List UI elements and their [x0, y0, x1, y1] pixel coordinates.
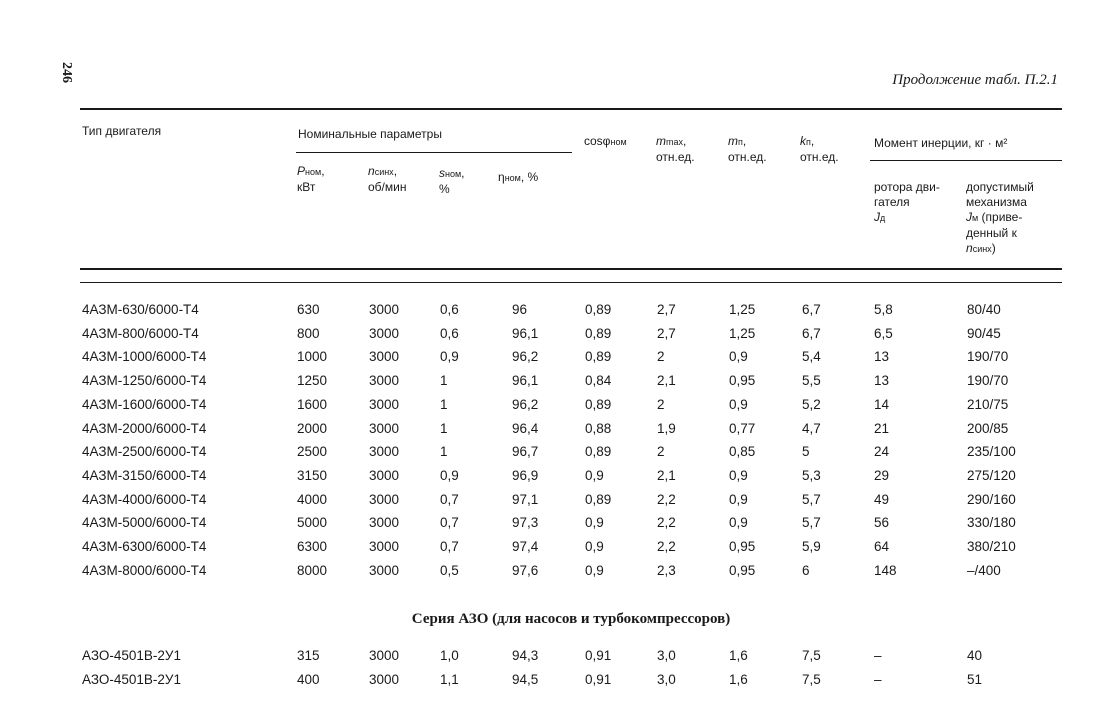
cell-cos-nom: 0,9	[585, 562, 604, 578]
cell-p-nom: 4000	[297, 491, 328, 507]
cell-p-nom: 2000	[297, 420, 328, 436]
cell-eta-nom: 94,5	[512, 672, 539, 687]
cell-m-max: 2,1	[657, 467, 676, 483]
cell-n-sync: 3000	[369, 349, 400, 365]
cell-m-p: 0,95	[729, 373, 756, 389]
cell-m-p: 0,9	[729, 491, 748, 507]
cell-rotor-inertia: 6,5	[874, 325, 893, 341]
cell-m-max: 2	[657, 349, 665, 365]
cell-motor-type: 4АЗМ-630/6000-Т4	[82, 302, 199, 317]
cell-p-nom: 2500	[297, 444, 328, 460]
table-continuation-caption: Продолжение табл. П.2.1	[892, 72, 1058, 88]
cell-n-sync: 3000	[369, 491, 400, 507]
cell-p-nom: 5000	[297, 515, 328, 531]
cell-m-p: 0,9	[729, 515, 748, 531]
cell-m-p: 1,25	[729, 302, 756, 317]
cell-k-p: 6,7	[802, 325, 821, 341]
cell-motor-type: АЗО-4501В-2У1	[82, 648, 181, 663]
cell-p-nom: 630	[297, 302, 320, 317]
cell-m-max: 2,2	[657, 539, 676, 554]
cell-mech-inertia: 80/40	[967, 302, 1001, 317]
cell-mech-inertia: 190/70	[967, 349, 1009, 365]
cell-m-max: 2,1	[657, 373, 676, 389]
cell-p-nom: 315	[297, 648, 320, 663]
cell-mech-inertia: 380/210	[967, 539, 1016, 554]
cell-rotor-inertia: 21	[874, 420, 890, 436]
cell-rotor-inertia: 64	[874, 539, 890, 554]
cell-m-p: 1,25	[729, 325, 756, 341]
cell-m-max: 2	[657, 444, 665, 460]
header-m-max: mmax, отн.ед.	[656, 134, 695, 164]
cell-motor-type: 4АЗМ-4000/6000-Т4	[82, 491, 207, 507]
cell-k-p: 6,7	[802, 302, 821, 317]
header-mechanism-inertia: допустимый механизма Jм (приве- денный к nсинх)	[966, 180, 1034, 255]
cell-rotor-inertia: 14	[874, 396, 890, 412]
cell-eta-nom: 96,4	[512, 420, 539, 436]
cell-n-sync: 3000	[369, 467, 400, 483]
cell-eta-nom: 96,2	[512, 349, 539, 365]
cell-rotor-inertia: 148	[874, 562, 897, 578]
cell-eta-nom: 96,7	[512, 444, 539, 460]
cell-cos-nom: 0,89	[585, 444, 612, 460]
header-n-sync: nсинх, об/мин	[368, 164, 407, 194]
cell-m-max: 3,0	[657, 672, 676, 687]
cell-s-nom: 0,9	[440, 467, 459, 483]
cell-m-max: 3,0	[657, 648, 676, 663]
cell-eta-nom: 96	[512, 302, 528, 317]
cell-s-nom: 1	[440, 444, 448, 460]
cell-m-p: 0,95	[729, 562, 756, 578]
cell-m-max: 2,3	[657, 562, 676, 578]
cell-eta-nom: 94,3	[512, 648, 539, 663]
cell-motor-type: АЗО-4501В-2У1	[82, 672, 181, 687]
cell-k-p: 6	[802, 562, 810, 578]
cell-eta-nom: 97,6	[512, 562, 539, 578]
header-rotor-inertia: ротора дви- гателя Jд	[874, 180, 940, 224]
cell-mech-inertia: 290/160	[967, 491, 1016, 507]
cell-rotor-inertia: –	[874, 648, 882, 663]
cell-mech-inertia: 200/85	[967, 420, 1009, 436]
cell-s-nom: 0,6	[440, 325, 459, 341]
cell-cos-nom: 0,9	[585, 539, 604, 554]
cell-k-p: 4,7	[802, 420, 821, 436]
cell-n-sync: 3000	[369, 396, 400, 412]
cell-n-sync: 3000	[369, 420, 400, 436]
cell-k-p: 7,5	[802, 672, 821, 687]
cell-rotor-inertia: 13	[874, 373, 890, 389]
cell-eta-nom: 96,1	[512, 325, 539, 341]
cell-mech-inertia: –/400	[967, 562, 1001, 578]
nominal-underline	[296, 152, 572, 153]
cell-mech-inertia: 235/100	[967, 444, 1016, 460]
cell-p-nom: 3150	[297, 467, 328, 483]
cell-rotor-inertia: 49	[874, 491, 890, 507]
table-top-rule	[80, 108, 1062, 110]
cell-m-p: 0,85	[729, 444, 756, 460]
header-eta-nom: ηном, %	[498, 170, 539, 184]
cell-k-p: 5,5	[802, 373, 821, 389]
cell-mech-inertia: 330/180	[967, 515, 1016, 531]
header-cos-nom: cosφном	[584, 134, 627, 148]
cell-cos-nom: 0,89	[585, 349, 612, 365]
cell-mech-inertia: 275/120	[967, 467, 1016, 483]
cell-cos-nom: 0,89	[585, 491, 612, 507]
cell-mech-inertia: 40	[967, 648, 983, 663]
cell-m-p: 1,6	[729, 672, 748, 687]
cell-m-p: 0,9	[729, 396, 748, 412]
cell-cos-nom: 0,89	[585, 396, 612, 412]
body-top-rule	[80, 282, 1062, 283]
cell-cos-nom: 0,9	[585, 515, 604, 531]
cell-rotor-inertia: 13	[874, 349, 890, 365]
cell-k-p: 5,9	[802, 539, 821, 554]
cell-cos-nom: 0,9	[585, 467, 604, 483]
cell-k-p: 5,2	[802, 396, 821, 412]
cell-n-sync: 3000	[369, 562, 400, 578]
cell-m-p: 0,77	[729, 420, 756, 436]
cell-k-p: 5,7	[802, 491, 821, 507]
cell-mech-inertia: 190/70	[967, 373, 1009, 389]
cell-s-nom: 1	[440, 373, 448, 389]
cell-n-sync: 3000	[369, 325, 400, 341]
series-title: Серия АЗО (для насосов и турбокомпрессоров)	[411, 611, 731, 627]
cell-motor-type: 4АЗМ-1000/6000-Т4	[82, 349, 207, 365]
cell-s-nom: 0,5	[440, 562, 459, 578]
cell-mech-inertia: 51	[967, 672, 983, 687]
cell-n-sync: 3000	[369, 672, 400, 687]
cell-m-max: 2,7	[657, 302, 676, 317]
cell-motor-type: 4АЗМ-2000/6000-Т4	[82, 420, 207, 436]
cell-cos-nom: 0,91	[585, 672, 612, 687]
cell-n-sync: 3000	[369, 373, 400, 389]
cell-motor-type: 4АЗМ-3150/6000-Т4	[82, 467, 207, 483]
cell-rotor-inertia: –	[874, 672, 882, 687]
header-motor-type: Тип двигателя	[82, 124, 162, 138]
cell-m-p: 0,9	[729, 349, 748, 365]
cell-cos-nom: 0,88	[585, 420, 612, 436]
header-m-p: mп, отн.ед.	[728, 134, 767, 164]
header-bottom-rule	[80, 268, 1062, 270]
cell-k-p: 5,7	[802, 515, 821, 531]
cell-s-nom: 1,0	[440, 648, 459, 663]
inertia-underline	[870, 160, 1062, 161]
cell-s-nom: 0,9	[440, 349, 459, 365]
cell-motor-type: 4АЗМ-1600/6000-Т4	[82, 396, 207, 412]
cell-n-sync: 3000	[369, 648, 400, 663]
cell-eta-nom: 97,1	[512, 491, 539, 507]
cell-eta-nom: 97,3	[512, 515, 539, 531]
cell-rotor-inertia: 5,8	[874, 302, 893, 317]
cell-eta-nom: 96,1	[512, 373, 539, 389]
cell-p-nom: 6300	[297, 539, 328, 554]
cell-eta-nom: 96,2	[512, 396, 539, 412]
cell-n-sync: 3000	[369, 515, 400, 531]
cell-p-nom: 400	[297, 672, 320, 687]
cell-p-nom: 1250	[297, 373, 328, 389]
cell-cos-nom: 0,91	[585, 648, 612, 663]
cell-n-sync: 3000	[369, 444, 400, 460]
cell-mech-inertia: 90/45	[967, 325, 1001, 341]
cell-motor-type: 4АЗМ-1250/6000-Т4	[82, 373, 207, 389]
cell-m-max: 2,2	[657, 491, 676, 507]
page-number: 246	[59, 62, 74, 83]
cell-m-p: 1,6	[729, 648, 748, 663]
header-s-nom: sном, %	[439, 166, 465, 196]
header-inertia: Момент инерции, кг · м²	[874, 136, 1008, 150]
cell-s-nom: 0,7	[440, 491, 459, 507]
cell-rotor-inertia: 56	[874, 515, 890, 531]
cell-m-max: 1,9	[657, 420, 676, 436]
header-nominal-parameters: Номинальные параметры	[298, 127, 442, 141]
cell-motor-type: 4АЗМ-2500/6000-Т4	[82, 444, 207, 460]
cell-motor-type: 4АЗМ-5000/6000-Т4	[82, 515, 207, 531]
cell-k-p: 5,4	[802, 349, 821, 365]
cell-k-p: 5,3	[802, 467, 821, 483]
cell-p-nom: 1600	[297, 396, 328, 412]
cell-mech-inertia: 210/75	[967, 396, 1009, 412]
cell-cos-nom: 0,84	[585, 373, 612, 389]
cell-s-nom: 0,7	[440, 539, 459, 554]
cell-m-max: 2	[657, 396, 665, 412]
cell-m-p: 0,9	[729, 467, 748, 483]
cell-motor-type: 4АЗМ-6300/6000-Т4	[82, 539, 207, 554]
cell-cos-nom: 0,89	[585, 302, 612, 317]
header-k-p: kп, отн.ед.	[800, 134, 839, 164]
cell-k-p: 5	[802, 444, 810, 460]
cell-s-nom: 0,7	[440, 515, 459, 531]
cell-p-nom: 1000	[297, 349, 328, 365]
cell-m-max: 2,2	[657, 515, 676, 531]
cell-p-nom: 800	[297, 325, 320, 341]
cell-s-nom: 1	[440, 420, 448, 436]
cell-n-sync: 3000	[369, 539, 400, 554]
cell-rotor-inertia: 29	[874, 467, 890, 483]
cell-eta-nom: 97,4	[512, 539, 539, 554]
cell-eta-nom: 96,9	[512, 467, 539, 483]
header-p-nom: Pном, кВт	[297, 164, 325, 194]
cell-motor-type: 4АЗМ-800/6000-Т4	[82, 325, 199, 341]
cell-k-p: 7,5	[802, 648, 821, 663]
cell-s-nom: 0,6	[440, 302, 459, 317]
cell-m-p: 0,95	[729, 539, 756, 554]
cell-rotor-inertia: 24	[874, 444, 890, 460]
cell-s-nom: 1	[440, 396, 448, 412]
cell-n-sync: 3000	[369, 302, 400, 317]
cell-s-nom: 1,1	[440, 672, 459, 687]
cell-motor-type: 4АЗМ-8000/6000-Т4	[82, 562, 207, 578]
cell-p-nom: 8000	[297, 562, 328, 578]
cell-cos-nom: 0,89	[585, 325, 612, 341]
cell-m-max: 2,7	[657, 325, 676, 341]
